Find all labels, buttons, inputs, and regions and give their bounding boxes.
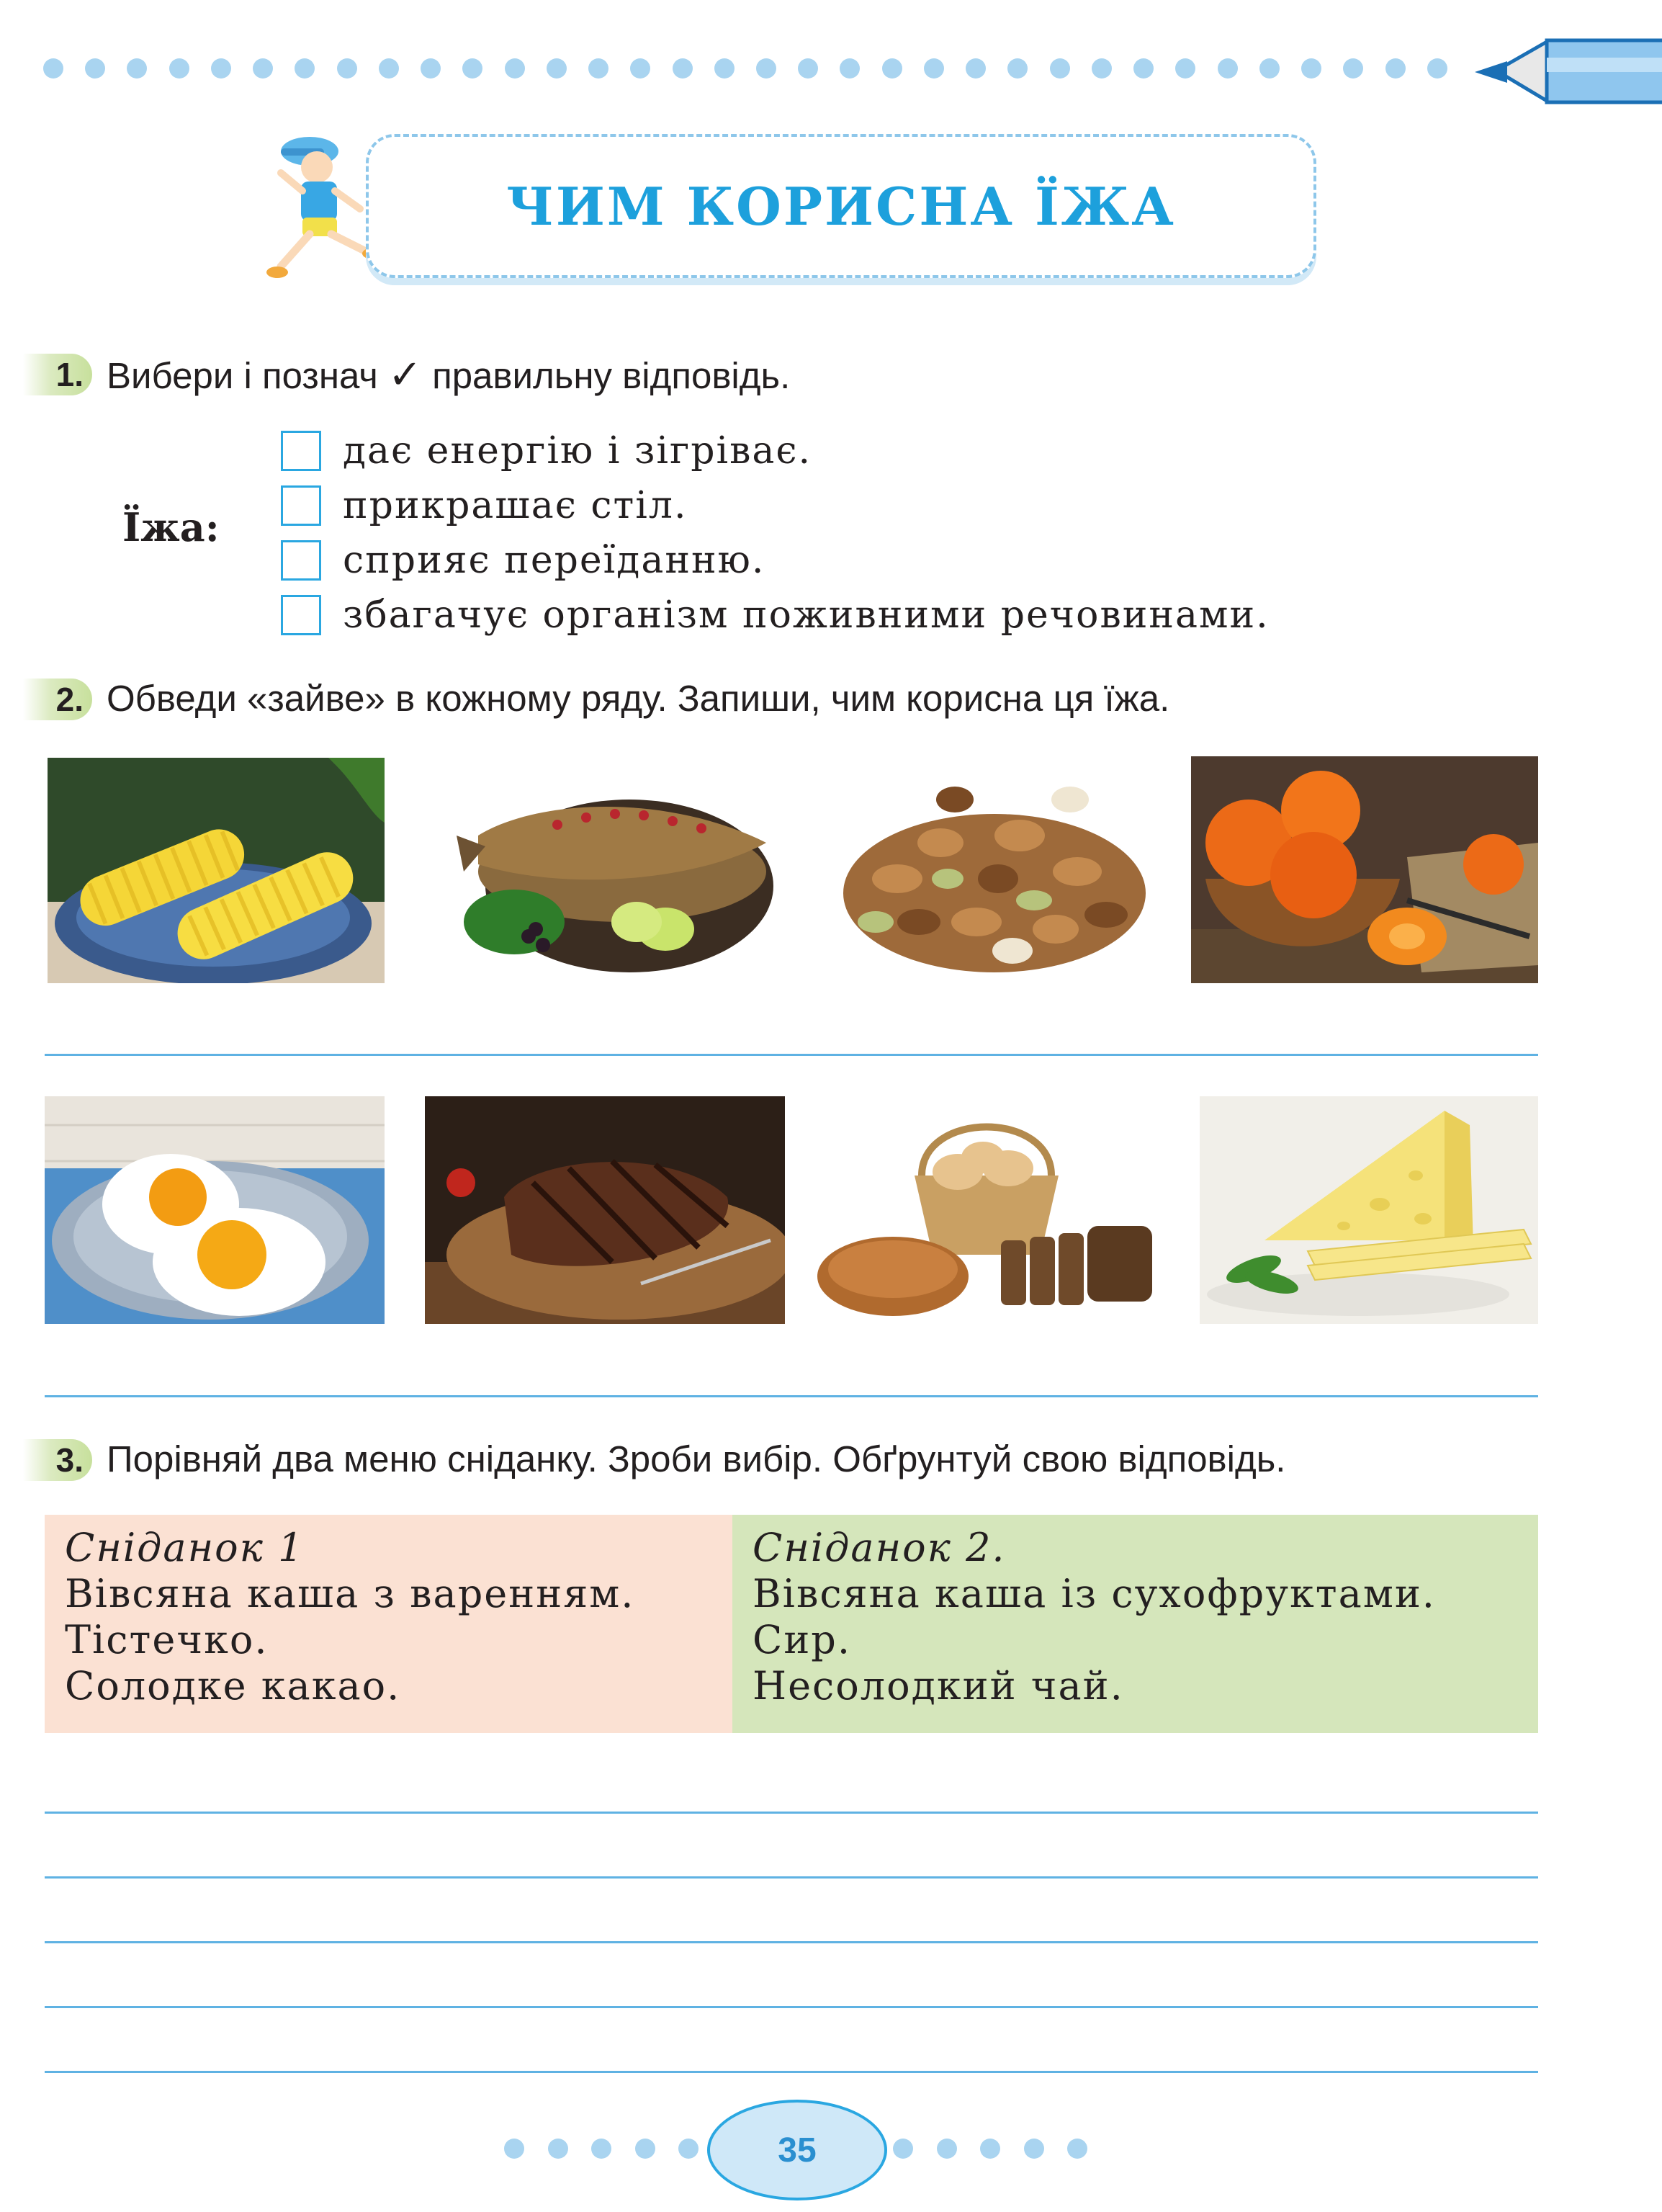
menu-item: Несолодкий чай. [753,1663,1124,1709]
option-row [281,424,1270,478]
dot [630,58,650,79]
page-number: 35 [707,2100,887,2200]
dot [1007,58,1028,79]
fried-eggs-image[interactable] [45,1096,385,1324]
checkmark-icon: ✓ [387,351,422,398]
page-title-banner [366,134,1316,278]
pencil-decoration [1468,29,1662,115]
dot [1385,58,1406,79]
dot [1301,58,1321,79]
answer-line[interactable] [45,1054,1538,1056]
menu-item: Солодке какао. [65,1663,401,1709]
task-1-options [281,424,1270,642]
bread-basket-image[interactable] [814,1096,1156,1324]
nuts-image[interactable] [832,756,1156,983]
dot [43,58,63,79]
menu-item: Сир. [753,1617,852,1662]
dot [1343,58,1363,79]
top-dots-decoration [43,58,1447,79]
dot [548,2139,568,2159]
food-label: Їжа: [122,504,220,550]
option-label: сприяє переїданню. [343,539,765,582]
page-title: ЧИМ КОРИСНА ЇЖА [506,175,1176,237]
dot [127,58,147,79]
task-1-prompt-start: Вибери і познач [107,355,378,396]
breakfast-menu-1-title: Сніданок 1 [65,1525,305,1570]
dot [1067,2139,1087,2159]
dot [1050,58,1070,79]
dot [379,58,399,79]
dot [1133,58,1154,79]
menu-item: Тістечко. [65,1617,269,1662]
dot [673,58,693,79]
dot [980,2139,1000,2159]
dot [253,58,273,79]
dot [462,58,482,79]
menu-item: Вівсяна каша із сухофруктами. [753,1571,1436,1616]
task-2-number: 2. [23,679,92,720]
answer-line[interactable] [45,2071,1538,2073]
dot [421,58,441,79]
dot [798,58,818,79]
task-1-prompt-end: правильну відповідь. [432,355,791,396]
bottom-dots-decoration-left [504,2138,699,2159]
baked-fish-image[interactable] [428,756,781,983]
answer-checkbox[interactable] [281,485,321,526]
dot [588,58,608,79]
dot [893,2139,913,2159]
breakfast-menu-1 [45,1515,732,1733]
dot [840,58,860,79]
dot [85,58,105,79]
persimmon-image[interactable] [1191,756,1538,983]
answer-line[interactable] [45,1876,1538,1879]
dot [678,2139,699,2159]
breakfast-menu-2 [732,1515,1538,1733]
dot [295,58,315,79]
answer-checkbox[interactable] [281,595,321,635]
answer-checkbox[interactable] [281,431,321,471]
dot [1259,58,1280,79]
dot [1175,58,1195,79]
answer-line[interactable] [45,2006,1538,2008]
dot [1218,58,1238,79]
dot [337,58,357,79]
task-2-prompt: Обведи «зайве» в кожному ряду. Запиши, чим корисна ця їжа. [107,678,1170,719]
option-label: прикрашає стіл. [343,484,688,527]
steak-image[interactable] [425,1096,785,1324]
breakfast-menu-2-title: Сніданок 2. [753,1525,1006,1570]
dot [169,58,189,79]
answer-line[interactable] [45,1812,1538,1814]
dot [937,2139,957,2159]
dot [1092,58,1112,79]
dot [882,58,902,79]
dot [211,58,231,79]
option-label: збагачує організм поживними речовинами. [343,594,1270,637]
answer-line[interactable] [45,1941,1538,1943]
dot [547,58,567,79]
task-3-number: 3. [23,1439,92,1481]
breakfast-menus-table [45,1515,1538,1733]
corn-image[interactable] [48,758,385,983]
dot [504,2139,524,2159]
dot [756,58,776,79]
dot [1024,2139,1044,2159]
dot [1427,58,1447,79]
task-1-number: 1. [23,354,92,395]
dot [591,2139,611,2159]
task-1-prompt [107,351,790,398]
bottom-dots-decoration-right [893,2138,1087,2159]
option-row [281,478,1270,533]
answer-checkbox[interactable] [281,540,321,581]
dot [966,58,986,79]
dot [714,58,735,79]
dot [635,2139,655,2159]
task-3-prompt: Порівняй два меню сніданку. Зроби вибір. Обґрунтуй свою відповідь. [107,1438,1286,1479]
cheese-image[interactable] [1200,1096,1538,1324]
menu-item: Вівсяна каша з варенням. [65,1571,635,1616]
option-label: дає енергію і зігріває. [343,429,812,473]
dot [505,58,525,79]
answer-line[interactable] [45,1395,1538,1397]
option-row [281,533,1270,588]
option-row [281,588,1270,642]
dot [924,58,944,79]
